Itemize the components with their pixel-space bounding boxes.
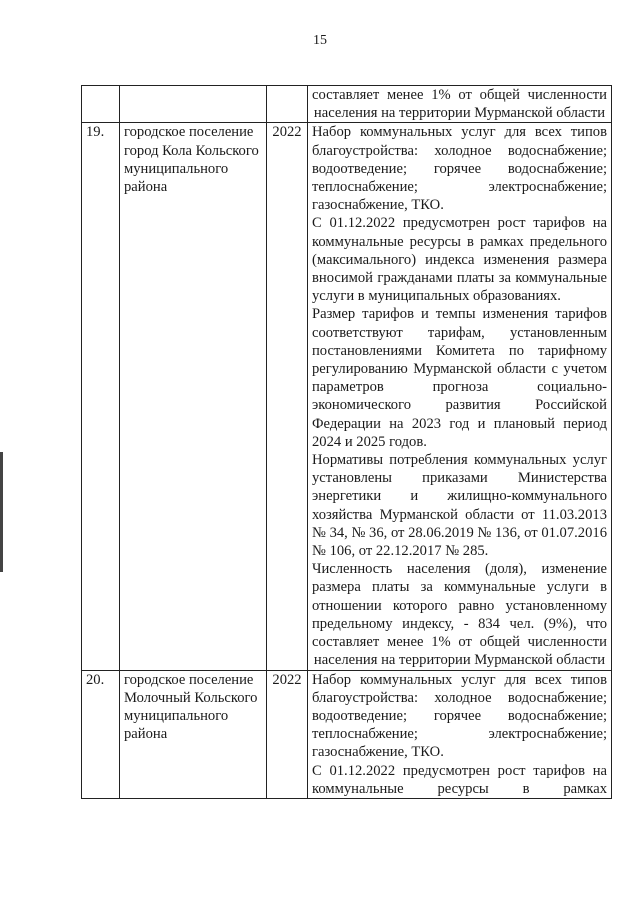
table-row: [82, 86, 612, 123]
description-paragraph: Набор коммунальных услуг для всех типов благоустройства: холодное водоснабжение; водоотведение; горячее водоснабжение; теплоснабжение; электроснабжение; газоснабжение, ТКО.: [312, 671, 607, 761]
description-paragraph: Размер тарифов и темпы изменения тарифов соответствуют тарифам, установленным постановлениями Комитета по тарифному регулированию Мурманской области с учетом параметров прогноза социально-экономического развития Российской Федерации на 2023 год и плановый период 2024 и 2025 годов.: [312, 306, 607, 450]
description-paragraph: Набор коммунальных услуг для всех типов благоустройства: холодное водоснабжение; водоотведение; горячее водоснабжение; теплоснабжение; электроснабжение; газоснабжение, ТКО.: [312, 124, 607, 214]
table-row: [82, 123, 612, 670]
row-number: 19.: [82, 123, 120, 670]
row-number: [82, 86, 120, 123]
row-year: 2022: [267, 123, 308, 670]
scan-edge-mark: [0, 452, 3, 572]
description-paragraph: С 01.12.2022 предусмотрен рост тарифов на коммунальные ресурсы в рамках: [312, 762, 607, 797]
table-row: [82, 670, 612, 798]
row-year: 2022: [267, 670, 308, 798]
description-paragraph: Численность населения (доля), изменение размера платы за коммунальные услуги в отношении которого равно установленному предельному индексу, - 834 чел. (9%), что составляет менее 1% от общей численности населения на территории Мурманской области: [312, 561, 607, 669]
municipality-name: городское поселение Молочный Кольского муниципального района: [120, 670, 267, 798]
tariff-table: [81, 85, 612, 799]
row-year: [267, 86, 308, 123]
row-description: [308, 123, 612, 670]
row-description: [308, 86, 612, 123]
municipality-name: городское поселение город Кола Кольского муниципального района: [120, 123, 267, 670]
description-paragraph: С 01.12.2022 предусмотрен рост тарифов на коммунальные ресурсы в рамках предельного (максимального) индекса изменения размера вносимой гражданами платы за коммунальные услуги в муниципальных образованиях.: [312, 215, 607, 305]
description-paragraph: Нормативы потребления коммунальных услуг установлены приказами Министерства энергетики и жилищно-коммунального хозяйства Мурманской области от 11.03.2013 № 34, № 36, от 28.06.2019 № 136, от 01.07.2016 № 106, от 22.12.2017 № 285.: [312, 452, 607, 560]
municipality-name: [120, 86, 267, 123]
description-paragraph: составляет менее 1% от общей численности населения на территории Мурманской области: [312, 87, 607, 122]
row-number: 20.: [82, 670, 120, 798]
page-number: 15: [313, 33, 327, 48]
row-description: [308, 670, 612, 798]
